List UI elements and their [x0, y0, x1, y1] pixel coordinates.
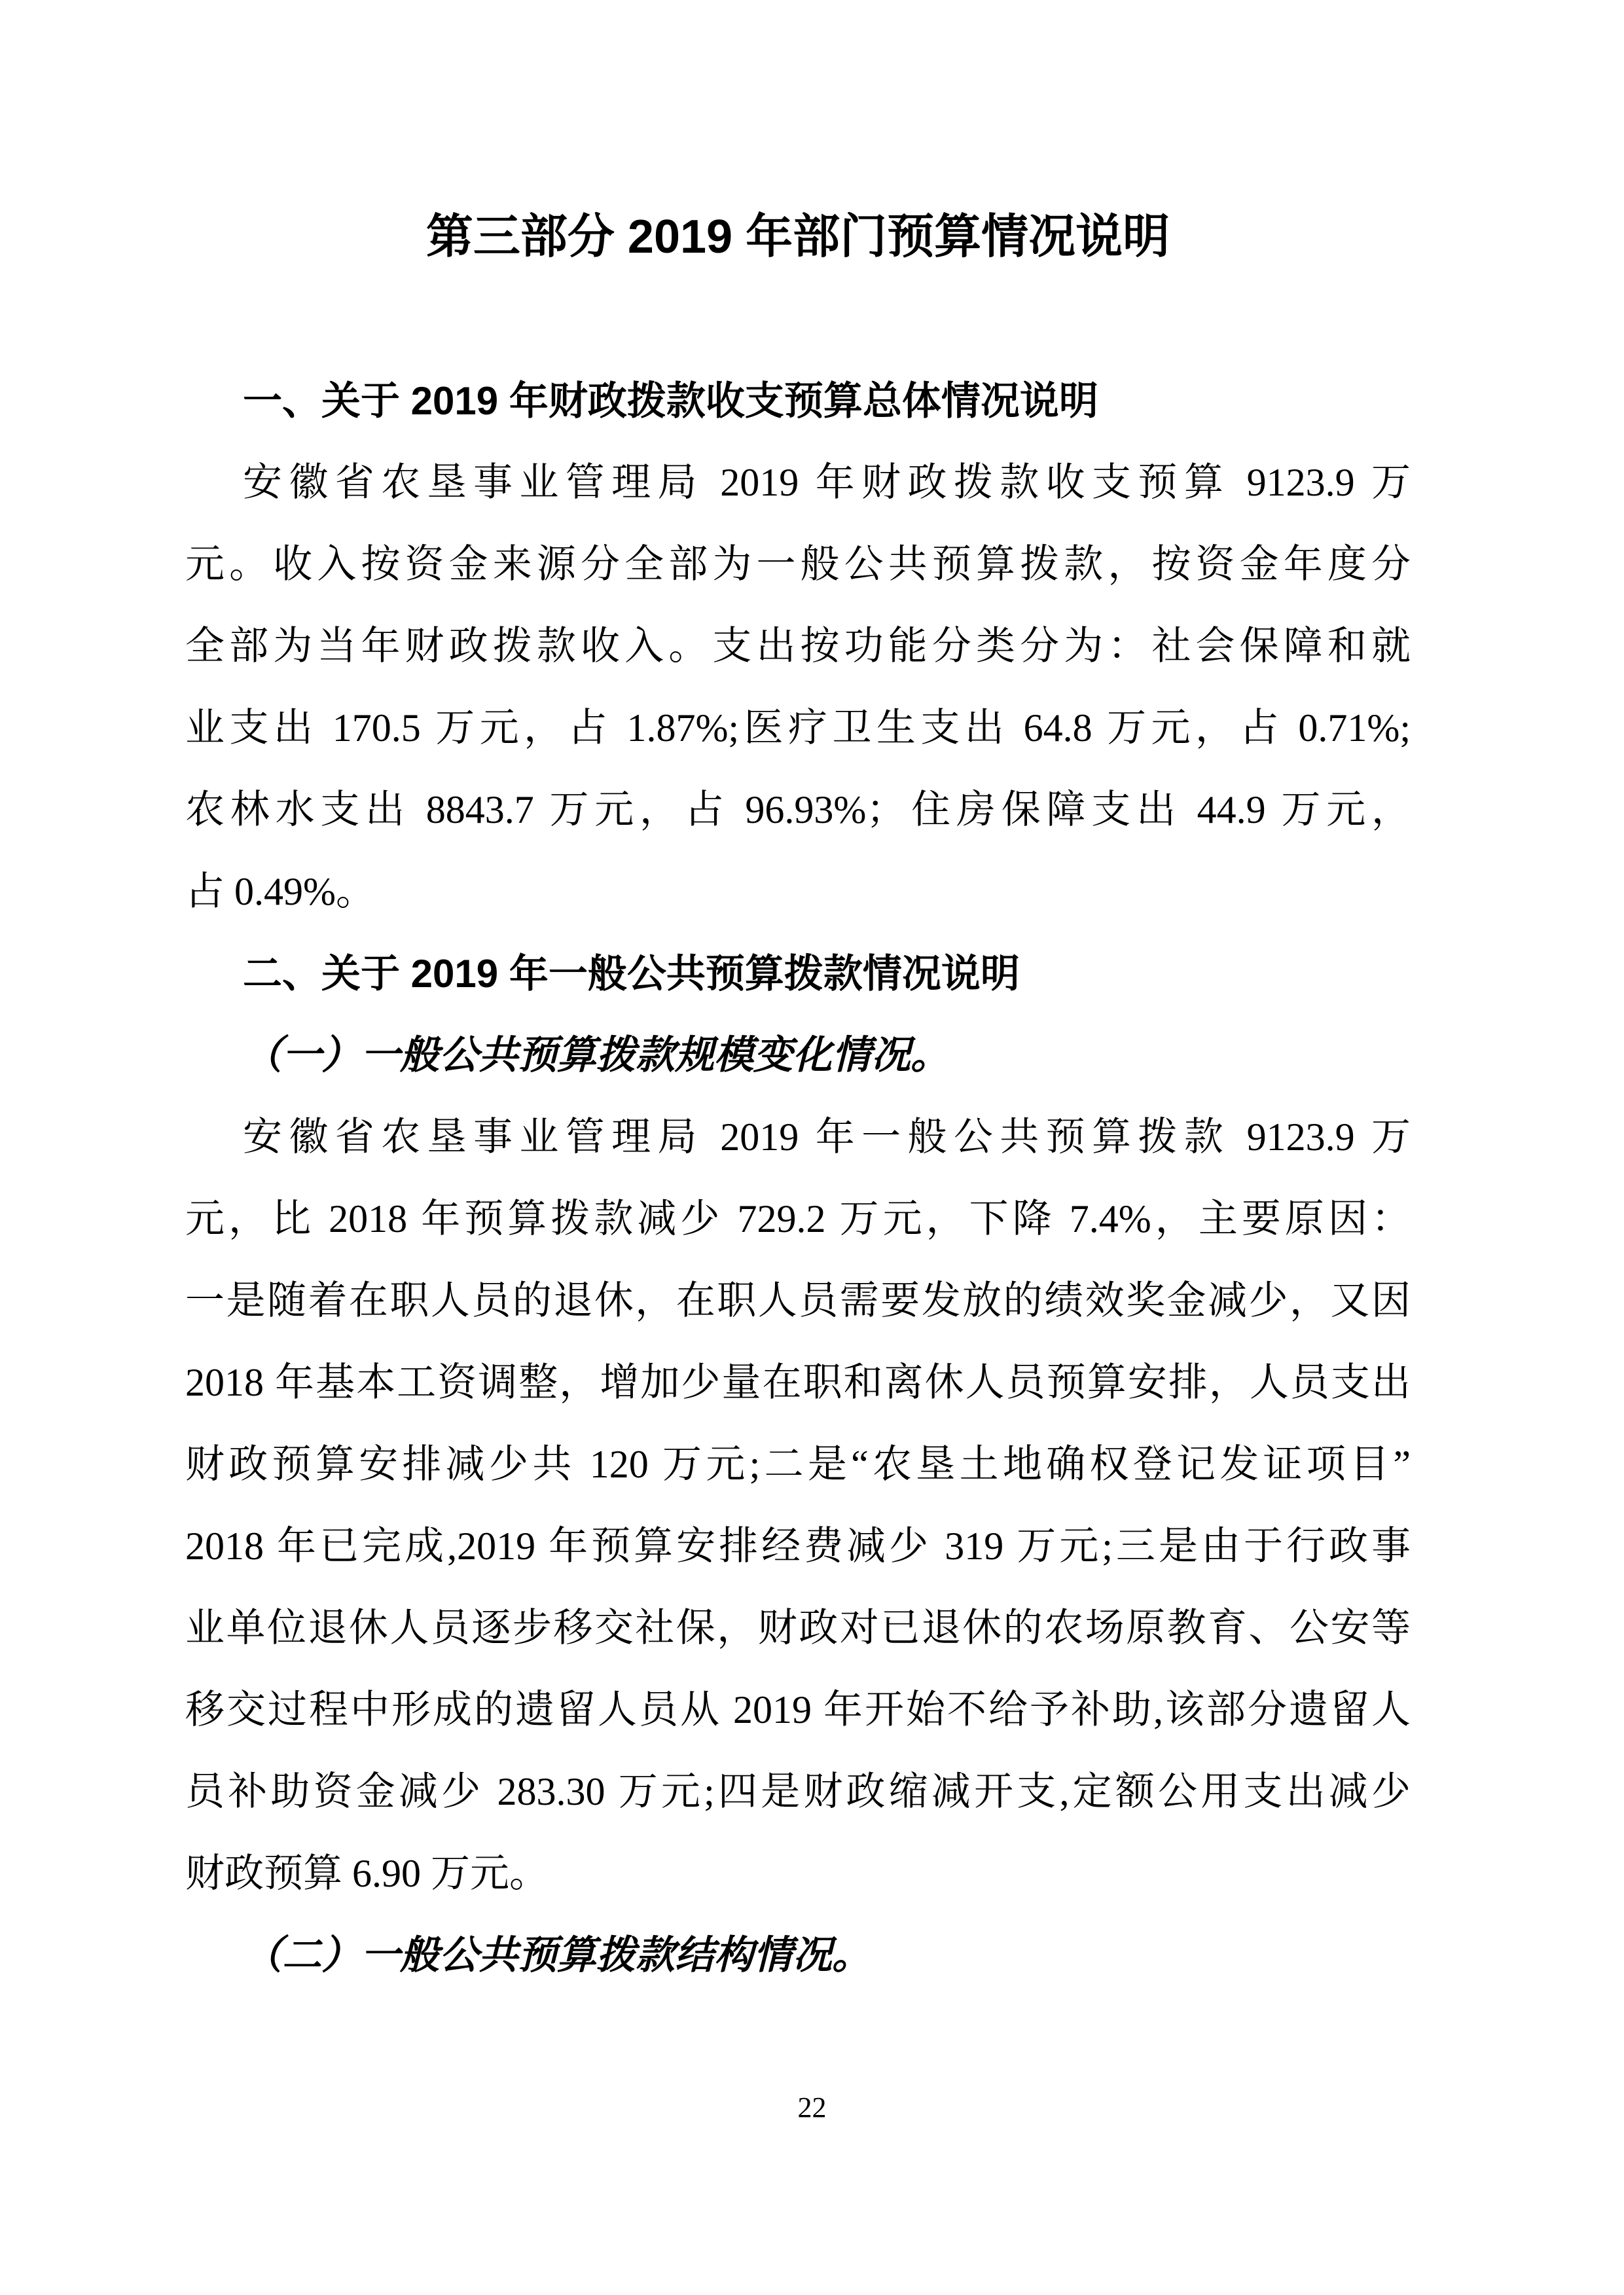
- paragraph-line: 农林水支出 8843.7 万元，占 96.93%；住房保障支出 44.9 万元，: [185, 788, 1411, 831]
- paragraph-line: 员补助资金减少 283.30 万元;四是财政缩减开支,定额公用支出减少: [185, 1770, 1411, 1813]
- paragraph-line: 占 0.49%。: [185, 870, 375, 913]
- section-heading-2: 二、关于 2019 年一般公共预算拨款情况说明: [243, 952, 1020, 996]
- paragraph-line: 安徽省农垦事业管理局 2019 年财政拨款收支预算 9123.9 万: [243, 461, 1411, 504]
- paragraph-line: 业单位退休人员逐步移交社保，财政对已退休的农场原教育、公安等: [185, 1606, 1411, 1650]
- paragraph-line: 2018 年已完成,2019 年预算安排经费减少 319 万元;三是由于行政事: [185, 1525, 1411, 1568]
- paragraph-line: 安徽省农垦事业管理局 2019 年一般公共预算拨款 9123.9 万: [243, 1115, 1411, 1159]
- spacer: [185, 278, 1411, 360]
- page-number: 22: [797, 2091, 827, 2123]
- section-heading-1: 一、关于 2019 年财政拨款收支预算总体情况说明: [243, 379, 1098, 423]
- paragraph-line: 财政预算安排减少共 120 万元;二是“农垦土地确权登记发证项目”: [185, 1443, 1411, 1486]
- paragraph-line: 2018 年基本工资调整，增加少量在职和离休人员预算安排，人员支出: [185, 1361, 1411, 1404]
- paragraph-line: 一是随着在职人员的退休，在职人员需要发放的绩效奖金减少，又因: [185, 1279, 1411, 1322]
- paragraph-line: 全部为当年财政拨款收入。支出按功能分类分为：社会保障和就: [185, 624, 1411, 668]
- paragraph-line: 元，比 2018 年预算拨款减少 729.2 万元，下降 7.4%，主要原因：: [185, 1197, 1411, 1240]
- paragraph-line: 元。收入按资金来源分全部为一般公共预算拨款，按资金年度分: [185, 543, 1411, 586]
- subsection-heading-1: （一）一般公共预算拨款规模变化情况。: [243, 1034, 950, 1077]
- paragraph-line: 业支出 170.5 万元，占 1.87%;医疗卫生支出 64.8 万元，占 0.71%;: [185, 706, 1411, 750]
- subsection-heading-2: （二）一般公共预算拨款结构情况。: [243, 1934, 871, 1977]
- paragraph-line: 财政预算 6.90 万元。: [185, 1852, 549, 1895]
- paragraph-line: 移交过程中形成的遗留人员从 2019 年开始不给予补助,该部分遗留人: [185, 1688, 1411, 1731]
- document-title: 第三部分 2019 年部门预算情况说明: [425, 211, 1170, 263]
